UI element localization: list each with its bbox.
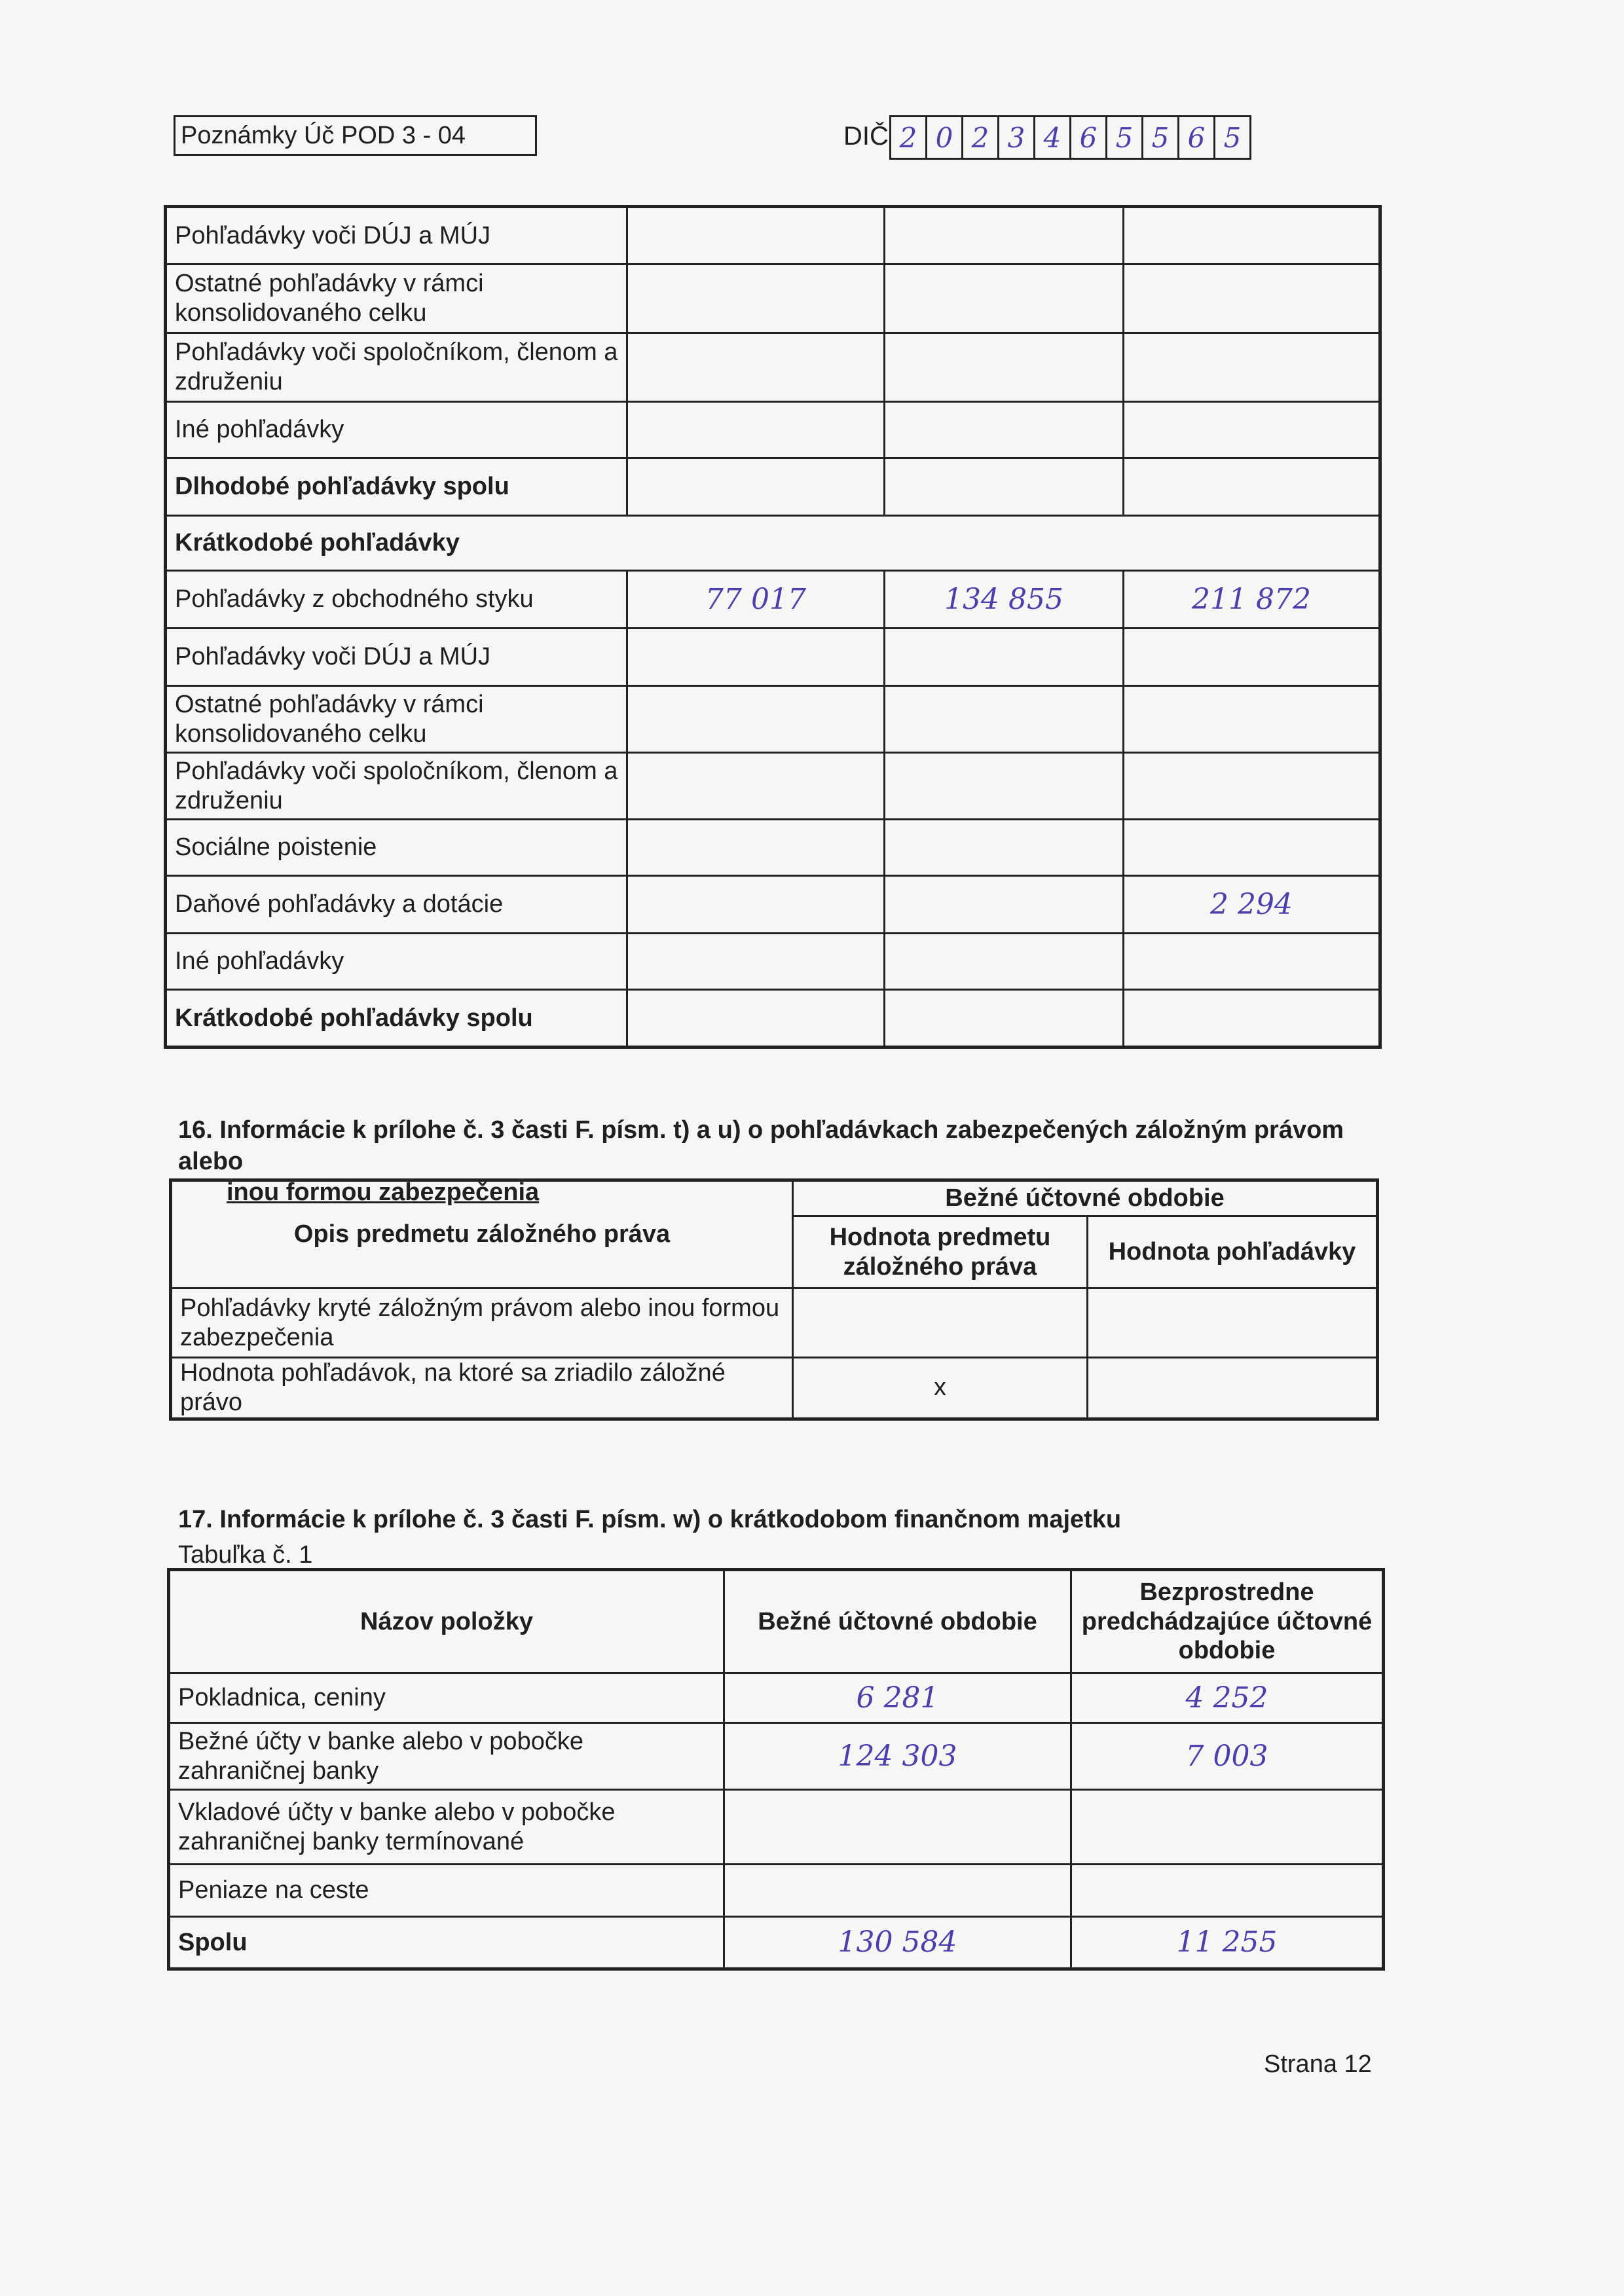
cell-value [627, 876, 885, 934]
dic-digit: 2 [963, 117, 999, 158]
cell-value: 134 855 [885, 571, 1124, 629]
row-label: Pohľadávky kryté záložným právom alebo inou formou zabezpečenia [171, 1288, 793, 1358]
cell-value [627, 934, 885, 990]
table-row [171, 1358, 1378, 1419]
table-row [166, 333, 1380, 402]
section-16-title-line2: inou formou zabezpečenia [227, 1178, 540, 1206]
table-row [166, 402, 1380, 458]
section-17-title: 17. Informácie k prílohe č. 3 časti F. písm. w) o krátkodobom finančnom majetku [178, 1506, 1122, 1533]
cell-value [1071, 1790, 1384, 1865]
col-header-receivable-value: Hodnota pohľadávky [1088, 1216, 1378, 1288]
cell-value: 7 003 [1071, 1723, 1384, 1790]
pledge-table [169, 1178, 1379, 1421]
table-row [166, 207, 1380, 264]
form-label-text: Poznámky Úč POD 3 - 04 [181, 121, 466, 149]
cell-value: 130 584 [724, 1917, 1071, 1969]
dic-digit: 6 [1071, 117, 1107, 158]
table-row [171, 1180, 1378, 1216]
cell-value [1088, 1358, 1378, 1419]
dic-digit: 4 [1035, 117, 1071, 158]
cell-value [885, 990, 1124, 1048]
dic-digit: 6 [1179, 117, 1215, 158]
cell-value [627, 333, 885, 402]
short-term-heading: Krátkodobé pohľadávky [166, 516, 1380, 571]
cell-value: 6 281 [724, 1673, 1071, 1723]
cell-value [885, 934, 1124, 990]
col-header-pledge-value: Hodnota predmetu záložného práva [793, 1216, 1088, 1288]
col-header-period: Bežné účtovné obdobie [793, 1180, 1378, 1216]
dic-digit: 5 [1143, 117, 1179, 158]
cell-value [627, 753, 885, 820]
row-label: Bežné účty v banke alebo v pobočke zahraničnej banky [169, 1723, 724, 1790]
cell-value [1124, 402, 1380, 458]
table-row [169, 1917, 1384, 1969]
dic-digit: 5 [1223, 121, 1242, 154]
cell-value [885, 753, 1124, 820]
cell-value [724, 1790, 1071, 1865]
receivables-table [164, 205, 1382, 1049]
cell-value [1124, 990, 1380, 1048]
section-16-title-line1: 16. Informácie k prílohe č. 3 časti F. písm. t) a u) o pohľadávkach zabezpečených záložným právom alebo [178, 1116, 1344, 1175]
row-label: Pohľadávky voči DÚJ a MÚJ [166, 207, 627, 264]
row-label: Sociálne poistenie [166, 820, 627, 876]
col-header-current: Bežné účtovné obdobie [724, 1570, 1071, 1673]
short-term-total-label: Krátkodobé pohľadávky spolu [166, 990, 627, 1048]
cell-value: 211 872 [1124, 571, 1380, 629]
cell-value [627, 629, 885, 686]
dic-digit: 5 [1107, 117, 1143, 158]
section-17-subtitle: Tabuľka č. 1 [178, 1541, 313, 1569]
table-row [169, 1865, 1384, 1917]
cell-value [1124, 934, 1380, 990]
cell-value [627, 264, 885, 333]
cell-value [1088, 1288, 1378, 1358]
cell-value [627, 686, 885, 753]
cell-value [885, 820, 1124, 876]
table-row [166, 934, 1380, 990]
row-label: Pohľadávky voči spoločníkom, členom a združeniu [166, 333, 627, 402]
cell-value: 11 255 [1071, 1917, 1384, 1969]
dic-label: DIČ [843, 122, 889, 151]
row-label: Pohľadávky voči spoločníkom, členom a združeniu [166, 753, 627, 820]
row-label: Iné pohľadávky [166, 934, 627, 990]
cell-value: 2 294 [1124, 876, 1380, 934]
col-header-previous: Bezprostredne predchádzajúce účtovné obdobie [1071, 1570, 1384, 1673]
cell-value [885, 686, 1124, 753]
cell-value [1124, 820, 1380, 876]
total-label: Spolu [169, 1917, 724, 1969]
cell-value [885, 402, 1124, 458]
table-row [166, 516, 1380, 571]
cell-value [627, 458, 885, 516]
table-row [169, 1790, 1384, 1865]
cell-value [1124, 629, 1380, 686]
row-label: Ostatné pohľadávky v rámci konsolidovaného celku [166, 686, 627, 753]
table-row [166, 458, 1380, 516]
col-header-name: Názov položky [169, 1570, 724, 1673]
row-label: Vkladové účty v banke alebo v pobočke zahraničnej banky termínované [169, 1790, 724, 1865]
cell-value: 4 252 [1071, 1673, 1384, 1723]
row-label: Pokladnica, ceniny [169, 1673, 724, 1723]
cell-value [1124, 753, 1380, 820]
cell-value [793, 1288, 1088, 1358]
cell-value [627, 990, 885, 1048]
cell-value: 124 303 [724, 1723, 1071, 1790]
form-label [174, 115, 537, 156]
cell-value [885, 264, 1124, 333]
cell-value: 77 017 [627, 571, 885, 629]
cell-value [1071, 1865, 1384, 1917]
table-row [166, 990, 1380, 1048]
dic-digit: 0 [927, 117, 963, 158]
table-row [169, 1723, 1384, 1790]
row-label: Ostatné pohľadávky v rámci konsolidovaného celku [166, 264, 627, 333]
table-row [169, 1673, 1384, 1723]
dic-digit: 3 [999, 117, 1035, 158]
row-label: Pohľadávky voči DÚJ a MÚJ [166, 629, 627, 686]
cell-value [885, 458, 1124, 516]
cell-value [1124, 207, 1380, 264]
table-row [166, 820, 1380, 876]
financial-assets-table [167, 1568, 1385, 1971]
dic-field [889, 115, 1251, 160]
cell-value [627, 402, 885, 458]
page-number: Strana 12 [1264, 2050, 1372, 2078]
table-row [171, 1288, 1378, 1358]
row-label: Pohľadávky z obchodného styku [166, 571, 627, 629]
cell-value [885, 207, 1124, 264]
cell-value: x [793, 1358, 1088, 1419]
row-label: Iné pohľadávky [166, 402, 627, 458]
cell-value [627, 820, 885, 876]
table-row [169, 1570, 1384, 1673]
col-header-desc: Opis predmetu záložného práva [171, 1180, 793, 1288]
cell-value [1124, 264, 1380, 333]
table-row [166, 753, 1380, 820]
cell-value [1124, 333, 1380, 402]
cell-value [1124, 686, 1380, 753]
table-row [166, 264, 1380, 333]
long-term-total-label: Dlhodobé pohľadávky spolu [166, 458, 627, 516]
row-label: Daňové pohľadávky a dotácie [166, 876, 627, 934]
cell-value [885, 629, 1124, 686]
cell-value [627, 207, 885, 264]
table-row [166, 629, 1380, 686]
row-label: Peniaze na ceste [169, 1865, 724, 1917]
cell-value [885, 333, 1124, 402]
row-label: Hodnota pohľadávok, na ktoré sa zriadilo záložné právo [171, 1358, 793, 1419]
cell-value [1124, 458, 1380, 516]
dic-digit: 2 [891, 117, 927, 158]
table-row [166, 686, 1380, 753]
table-row [166, 876, 1380, 934]
cell-value [885, 876, 1124, 934]
cell-value [724, 1865, 1071, 1917]
table-row [166, 571, 1380, 629]
